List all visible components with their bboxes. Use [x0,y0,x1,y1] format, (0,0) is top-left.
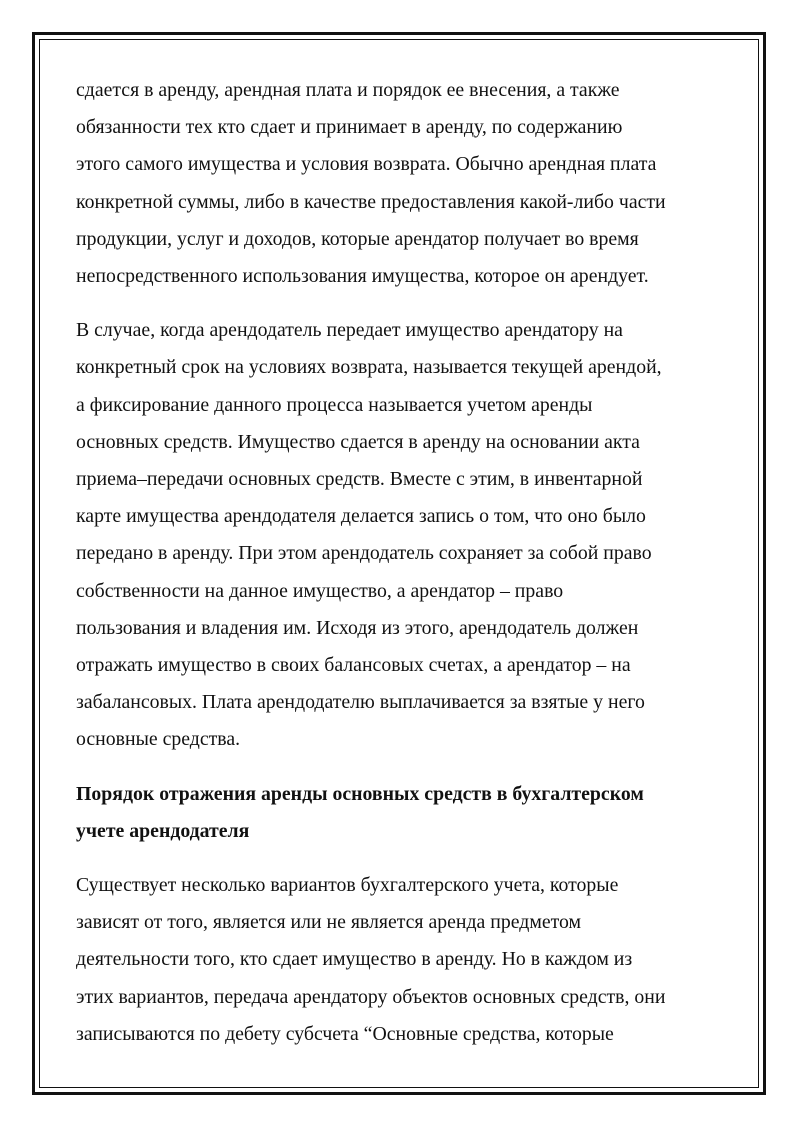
text-line: зависят от того, является или не является аренда предметом [76,911,582,934]
paragraph-3 [76,867,736,1053]
text-line: пользования и владения им. Исходя из этого, арендодатель должен [76,616,639,639]
text-line: конкретной суммы, либо в качестве предоставления какой-либо части [76,190,666,213]
text-line: передано в аренду. При этом арендодатель сохраняет за собой право [76,542,652,565]
text-line: этих вариантов, передача арендатору объектов основных средств, они [76,985,666,1008]
text-line: забалансовых. Плата арендодателю выплачивается за взятые у него [76,691,645,714]
document-body [76,72,736,1053]
text-line: собственности на данное имущество, а арендатор – право [76,579,564,602]
text-line: сдается в аренду, арендная плата и порядок ее внесения, а также [76,79,620,101]
text-line: карте имущества арендодателя делается запись о том, что оно было [76,505,646,528]
text-line: В случае, когда арендодатель передает имущество арендатору на [76,319,623,342]
paragraph-1 [76,72,736,295]
paragraph-2 [76,312,736,758]
text-line: основных средств. Имущество сдается в аренду на основании акта [76,430,640,453]
text-line: продукции, услуг и доходов, которые арендатор получает во время [76,227,639,250]
text-line: записываются по дебету субсчета “Основные средства, которые [76,1022,614,1045]
text-line: непосредственного использования имущества, которое он арендует. [76,265,649,288]
text-line: деятельности того, кто сдает имущество в аренду. Но в каждом из [76,948,633,971]
text-line: приема–передачи основных средств. Вместе с этим, в инвентарной [76,468,643,491]
text-line: а фиксирование данного процесса называется учетом аренды [76,393,593,416]
text-line: обязанности тех кто сдает и принимает в аренду, по содержанию [76,116,623,139]
text-line: этого самого имущества и условия возврата. Обычно арендная плата [76,153,657,176]
text-line: отражать имущество в своих балансовых счетах, а арендатор – на [76,654,631,677]
text-line: Существует несколько вариантов бухгалтерского учета, которые [76,874,619,897]
heading-line: учете арендодателя [76,819,250,842]
text-line: конкретный срок на условиях возврата, называется текущей арендой, [76,356,662,379]
text-line: основные средства. [76,728,241,751]
heading-line: Порядок отражения аренды основных средств в бухгалтерском [76,782,644,805]
section-heading [76,776,736,850]
